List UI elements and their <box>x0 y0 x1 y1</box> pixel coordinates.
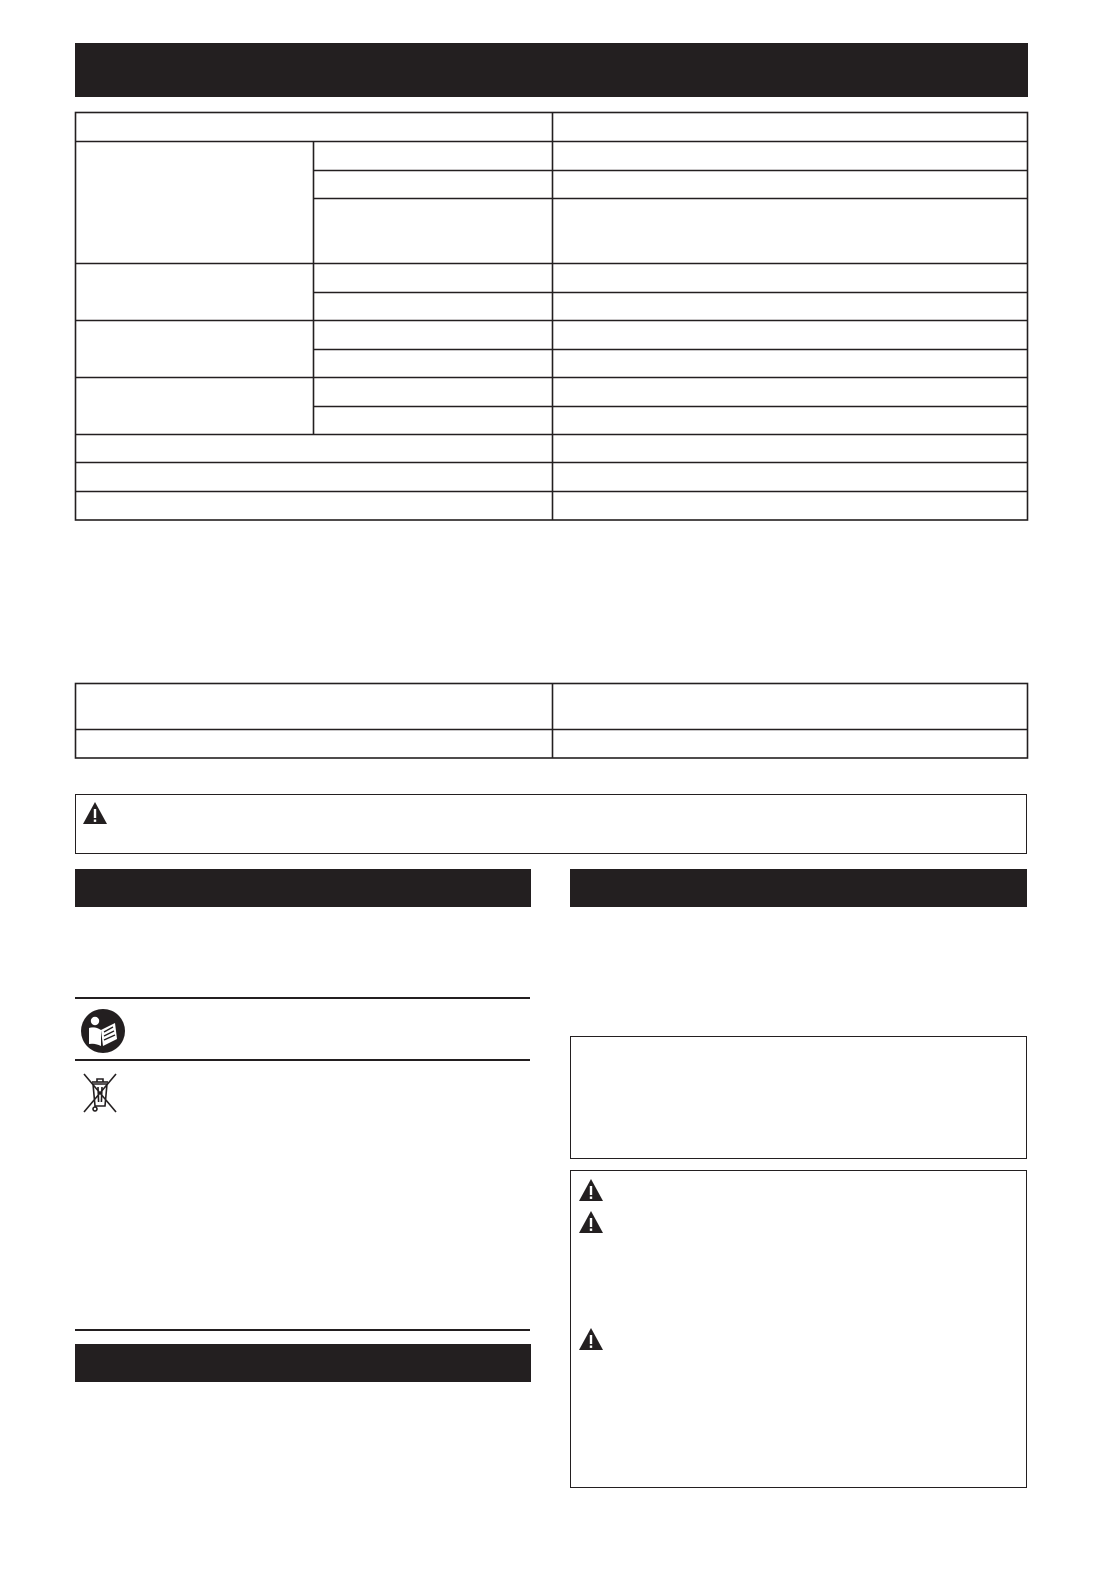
specifications-table <box>0 0 1108 760</box>
section-header-left-2 <box>75 1344 531 1382</box>
warning-box-right <box>570 1170 1027 1488</box>
read-manual-icon <box>80 1008 126 1054</box>
secondary-table <box>0 670 1108 770</box>
warning-triangle-icon <box>82 801 108 825</box>
warning-triangle-icon <box>578 1327 604 1351</box>
spec-table-border <box>76 113 1028 521</box>
notice-box-right <box>570 1036 1027 1159</box>
divider-symbols-top <box>75 997 530 999</box>
warning-triangle-icon <box>578 1210 604 1234</box>
divider-symbols-middle <box>75 1059 530 1061</box>
warning-box-top <box>75 794 1027 854</box>
divider-symbols-bottom <box>75 1329 530 1331</box>
crossed-out-wheelie-bin-icon <box>80 1072 120 1114</box>
warning-triangle-icon <box>578 1178 604 1202</box>
section-header-right-1 <box>570 869 1027 907</box>
section-header-left-1 <box>75 869 531 907</box>
